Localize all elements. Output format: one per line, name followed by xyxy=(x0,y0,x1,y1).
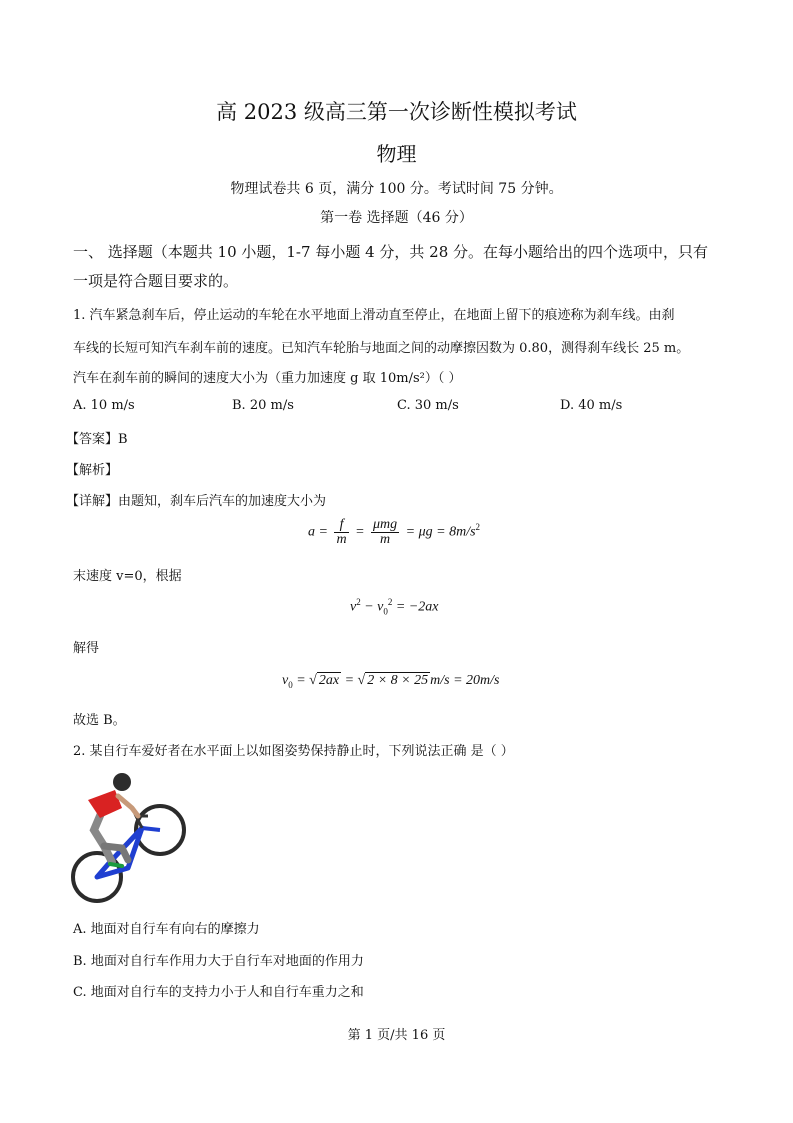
q2-option-c: C. 地面对自行车的支持力小于人和自行车重力之和 xyxy=(73,985,364,1000)
q1-option-c: C. 30 m/s xyxy=(397,398,459,413)
page-footer: 第 1 页/共 16 页 xyxy=(347,1028,446,1043)
cyclist-figure xyxy=(70,770,190,906)
part1-instructions-line1: 一、 选择题（本题共 10 小题，1-7 每小题 4 分，共 28 分。在每小题给出的四个选项中，只有 xyxy=(73,243,709,261)
helmet-icon xyxy=(113,773,131,791)
q1-equation-speed: $v_0$ = √ 2ax = √ 2 × 8 × 25 m/s = 20m/s xyxy=(282,673,500,690)
q2-stem: 2. 某自行车爱好者在水平面上以如图姿势保持静止时，下列说法正确 是（ ） xyxy=(73,744,514,759)
q1-equation-kinematics: $v^2 - v_0^2 = -2ax$ xyxy=(350,597,439,617)
q1-option-a: A. 10 m/s xyxy=(73,398,135,413)
exam-title: 高 2023 级高三第一次诊断性模拟考试 xyxy=(216,100,577,124)
q1-end-speed: 末速度 v=0，根据 xyxy=(73,569,182,584)
q1-stem-line1: 1. 汽车紧急刹车后，停止运动的车轮在水平地面上滑动直至停止，在地面上留下的痕迹称为刹车线。由刹 xyxy=(73,308,675,323)
q1-detail: 【详解】由题知，刹车后汽车的加速度大小为 xyxy=(66,494,327,509)
shoe xyxy=(110,864,122,866)
q2-option-a: A. 地面对自行车有向右的摩擦力 xyxy=(73,922,260,937)
q1-equation-acceleration: a = $\frac{f}{m}$ = $\frac{\text{μmg}}{m}$ = $\mu g = 8m/s^2$ xyxy=(308,517,481,547)
q1-solve: 解得 xyxy=(73,641,100,656)
q2-option-b: B. 地面对自行车作用力大于自行车对地面的作用力 xyxy=(73,954,364,969)
q1-stem-line2: 车线的长短可知汽车刹车前的速度。已知汽车轮胎与地面之间的动摩擦因数为 0.80，测得刹车线长 25 m。 xyxy=(73,341,690,356)
fork xyxy=(142,828,160,830)
section-title: 第一卷 选择题（46 分） xyxy=(320,210,473,226)
q1-answer: 【答案】B xyxy=(66,432,128,447)
q1-analysis-label: 【解析】 xyxy=(66,463,119,478)
q1-option-d: D. 40 m/s xyxy=(560,398,623,413)
exam-info: 物理试卷共 6 页，满分 100 分。考试时间 75 分钟。 xyxy=(230,181,563,197)
q1-choice: 故选 B。 xyxy=(73,713,126,728)
q1-option-b: B. 20 m/s xyxy=(232,398,294,413)
part1-instructions-line2: 一项是符合题目要求的。 xyxy=(73,272,239,290)
subject-title: 物理 xyxy=(376,142,417,166)
q1-stem-line3: 汽车在刹车前的瞬间的速度大小为（重力加速度 g 取 10m/s²）（ ） xyxy=(73,371,462,386)
